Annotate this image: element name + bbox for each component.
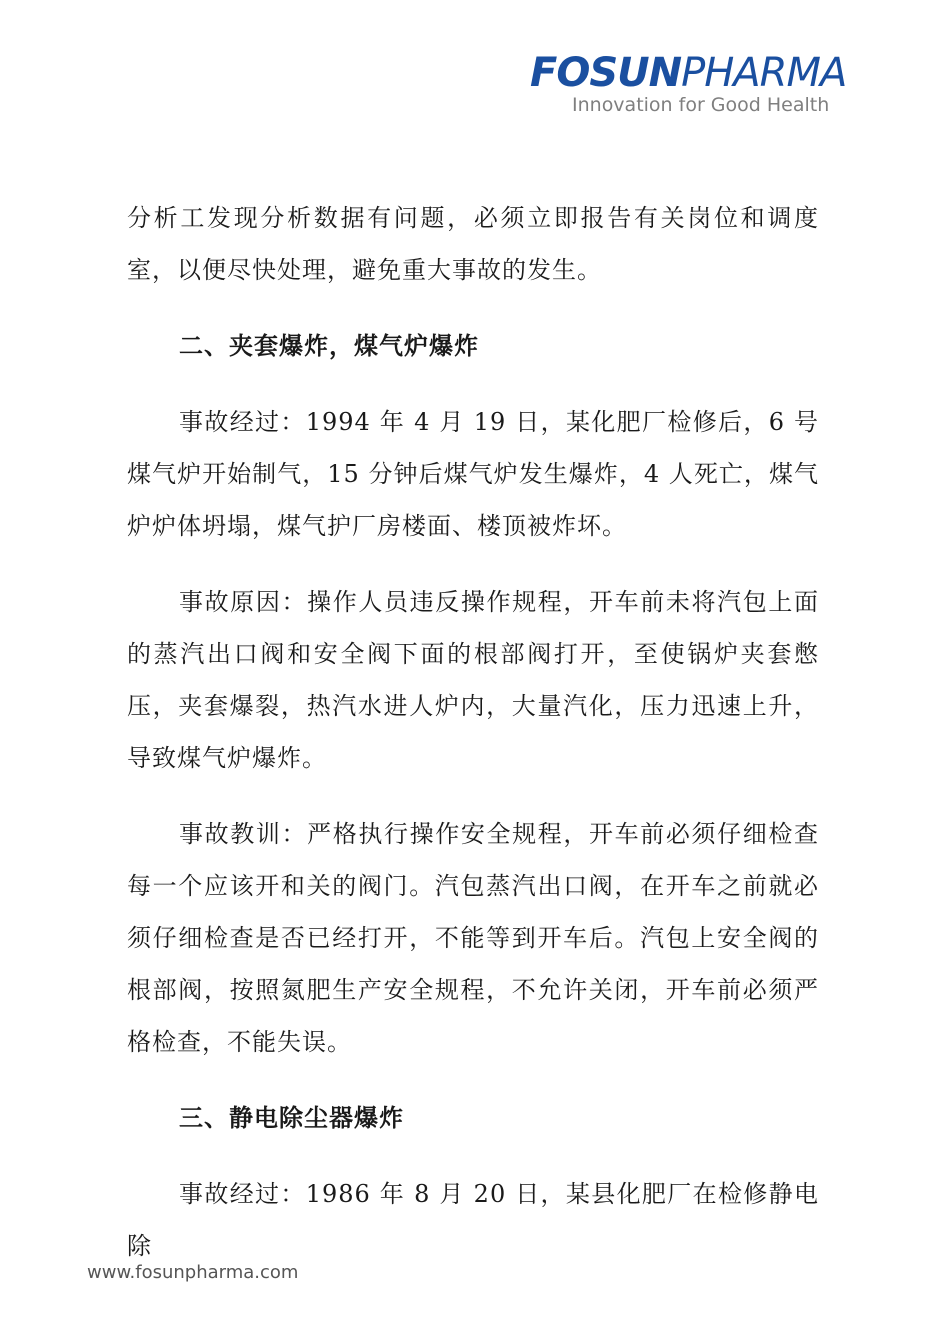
logo-tagline: Innovation for Good Health — [572, 94, 830, 116]
document-body — [127, 192, 819, 1296]
logo-pharma-text: PHARMA — [681, 50, 847, 96]
paragraph-accident-cause: 事故原因：操作人员违反操作规程，开车前未将汽包上面的蒸汽出口阀和安全阀下面的根部阀打开，至使锅炉夹套憋压，夹套爆裂，热汽水进人炉内，大量汽化，压力迅速上升，导致煤气炉爆炸。 — [127, 588, 819, 772]
paragraph-accident-process-2: 事故经过：1986 年 8 月 20 日，某县化肥厂在检修静电除 — [127, 1180, 819, 1260]
paragraph-accident-process-1: 事故经过：1994 年 4 月 19 日，某化肥厂检修后，6 号煤气炉开始制气，15 分钟后煤气炉发生爆炸，4 人死亡，煤气炉炉体坍塌，煤气护厂房楼面、楼顶被炸坏。 — [127, 408, 819, 540]
paragraph-continuation: 分析工发现分析数据有问题，必须立即报告有关岗位和调度室，以便尽快处理，避免重大事故的发生。 — [127, 204, 819, 284]
logo-fosun-text: FOSUN — [530, 50, 682, 96]
section-heading-3: 三、静电除尘器爆炸 — [179, 1104, 404, 1132]
paragraph-accident-lesson: 事故教训：严格执行操作安全规程，开车前必须仔细检查每一个应该开和关的阀门。汽包蒸汽出口阀，在开车之前就必须仔细检查是否已经打开，不能等到开车后。汽包上安全阀的根部阀，按照氮肥生产安全规程，不允许关闭，开车前必须严格检查，不能失误。 — [127, 820, 819, 1056]
section-heading-2: 二、夹套爆炸，煤气炉爆炸 — [179, 332, 479, 360]
footer-website-url: www.fosunpharma.com — [87, 1262, 299, 1283]
company-logo — [530, 50, 870, 116]
logo-wordmark — [530, 50, 870, 96]
